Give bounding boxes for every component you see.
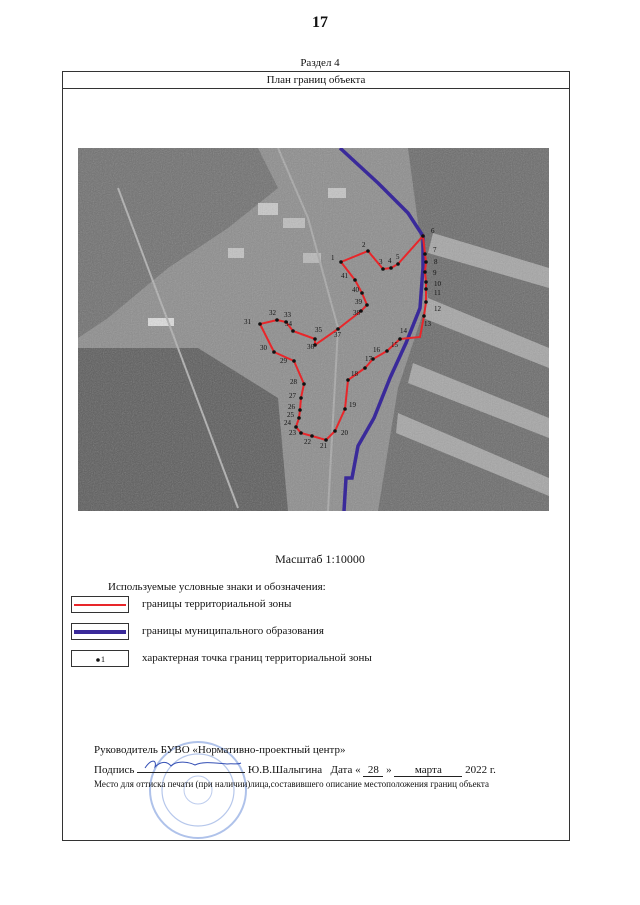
boundary-point-label: 21 [320, 442, 327, 450]
boundary-point [299, 396, 303, 400]
boundary-point [292, 359, 296, 363]
boundary-point [360, 291, 364, 295]
boundary-point-label: 29 [280, 357, 287, 365]
boundary-point-label: 32 [269, 309, 276, 317]
boundary-point-label: 17 [365, 355, 372, 363]
boundary-point-label: 4 [388, 257, 392, 265]
boundary-point-label: 36 [307, 343, 314, 351]
boundary-point [424, 260, 428, 264]
boundary-point-label: 2 [362, 241, 366, 249]
boundary-point-label: 18 [351, 370, 358, 378]
boundary-point-label: 24 [284, 419, 291, 427]
boundary-point-label: 34 [285, 320, 292, 328]
satellite-map [78, 148, 549, 511]
boundary-point-label: 40 [352, 286, 359, 294]
red-line-icon [72, 597, 128, 612]
boundary-point-label: 37 [334, 331, 341, 339]
frame-title: План границ объекта [62, 71, 570, 89]
signatory-name: Ю.В.Шалыгина [247, 764, 323, 776]
boundary-point-label: 38 [353, 309, 360, 317]
boundary-point [275, 318, 279, 322]
boundary-point-label: 10 [434, 280, 441, 288]
boundary-point-label: 19 [349, 401, 356, 409]
boundary-point [343, 407, 347, 411]
boundary-point-label: 20 [341, 429, 348, 437]
boundary-point [424, 287, 428, 291]
boundary-point [258, 322, 262, 326]
boundary-point-label: 5 [396, 253, 400, 261]
boundary-point-label: 14 [400, 327, 407, 335]
stamp-place-note: Место для оттиска печати (при наличии)лица,составившего описание местоположения границ объекта [94, 779, 489, 789]
boundary-point [396, 262, 400, 266]
date-month: марта [394, 764, 462, 777]
legend-label-point: характерная точка границ территориальной зоны [142, 652, 372, 664]
section-title: Раздел 4 [300, 57, 340, 69]
boundary-point [346, 378, 350, 382]
legend-symbol-zone [71, 596, 129, 613]
boundary-point-label: 7 [433, 246, 437, 254]
date-separator: » [386, 764, 392, 776]
boundary-point [272, 350, 276, 354]
boundary-point-label: 23 [289, 429, 296, 437]
boundary-point [297, 416, 301, 420]
boundary-point-label: 6 [431, 227, 435, 235]
legend-symbol-point [71, 650, 129, 667]
boundary-point-label: 25 [287, 411, 294, 419]
legend-label-municipal: границы муниципального образования [142, 625, 324, 637]
boundary-point [424, 280, 428, 284]
boundary-point-label: 31 [244, 318, 251, 326]
boundary-point [423, 252, 427, 256]
boundary-point [291, 329, 295, 333]
map-texture [78, 148, 549, 511]
boundary-point [313, 337, 317, 341]
boundary-point-label: 11 [434, 289, 441, 297]
boundary-point-label: 1 [331, 254, 335, 262]
signature-field [137, 761, 245, 773]
boundary-point [339, 260, 343, 264]
boundary-point [421, 234, 425, 238]
boundary-point [363, 366, 367, 370]
boundary-point [381, 267, 385, 271]
handwritten-signature-icon [137, 757, 245, 771]
legend-title: Используемые условные знаки и обозначения: [108, 581, 326, 593]
boundary-point-label: 12 [434, 305, 441, 313]
map-scale: Масштаб 1:10000 [275, 552, 365, 566]
boundary-point-label: 27 [289, 392, 296, 400]
boundary-point [353, 278, 357, 282]
boundary-point-label: 8 [434, 258, 438, 266]
date-label: Дата « [330, 764, 361, 776]
map-svg [78, 148, 549, 511]
boundary-point [424, 300, 428, 304]
boundary-point [366, 249, 370, 253]
boundary-point-label: 30 [260, 344, 267, 352]
date-year: 2022 г. [465, 764, 496, 776]
boundary-point [422, 314, 426, 318]
point-icon [72, 651, 128, 666]
boundary-point-label: 13 [424, 320, 431, 328]
signatory-title: Руководитель БУВО «Нормативно-проектный центр» [94, 744, 346, 756]
boundary-point-label: 33 [284, 311, 291, 319]
boundary-point [365, 303, 369, 307]
boundary-point [302, 382, 306, 386]
boundary-point [333, 429, 337, 433]
boundary-point [389, 266, 393, 270]
boundary-point [423, 270, 427, 274]
date-day: 28 [363, 764, 383, 777]
page-number: 17 [312, 14, 328, 31]
sign-label: Подпись [94, 764, 135, 776]
boundary-point-label: 16 [373, 346, 380, 354]
boundary-point-label: 26 [288, 403, 295, 411]
boundary-point [385, 349, 389, 353]
boundary-point-label: 41 [341, 272, 348, 280]
signature-line [94, 761, 496, 777]
boundary-point [398, 337, 402, 341]
boundary-point-label: 35 [315, 326, 322, 334]
boundary-point-label: 22 [304, 438, 311, 446]
boundary-point-label: 3 [379, 258, 383, 266]
legend-point-number: 1 [101, 655, 105, 664]
boundary-point [294, 425, 298, 429]
legend-symbol-municipal [71, 623, 129, 640]
legend-label-zone: границы территориальной зоны [142, 598, 292, 610]
boundary-point-label: 39 [355, 298, 362, 306]
boundary-point-label: 15 [391, 341, 398, 349]
boundary-point-label: 9 [433, 269, 437, 277]
boundary-point [299, 431, 303, 435]
blue-line-icon [72, 624, 128, 639]
boundary-point-label: 28 [290, 378, 297, 386]
boundary-point [298, 408, 302, 412]
